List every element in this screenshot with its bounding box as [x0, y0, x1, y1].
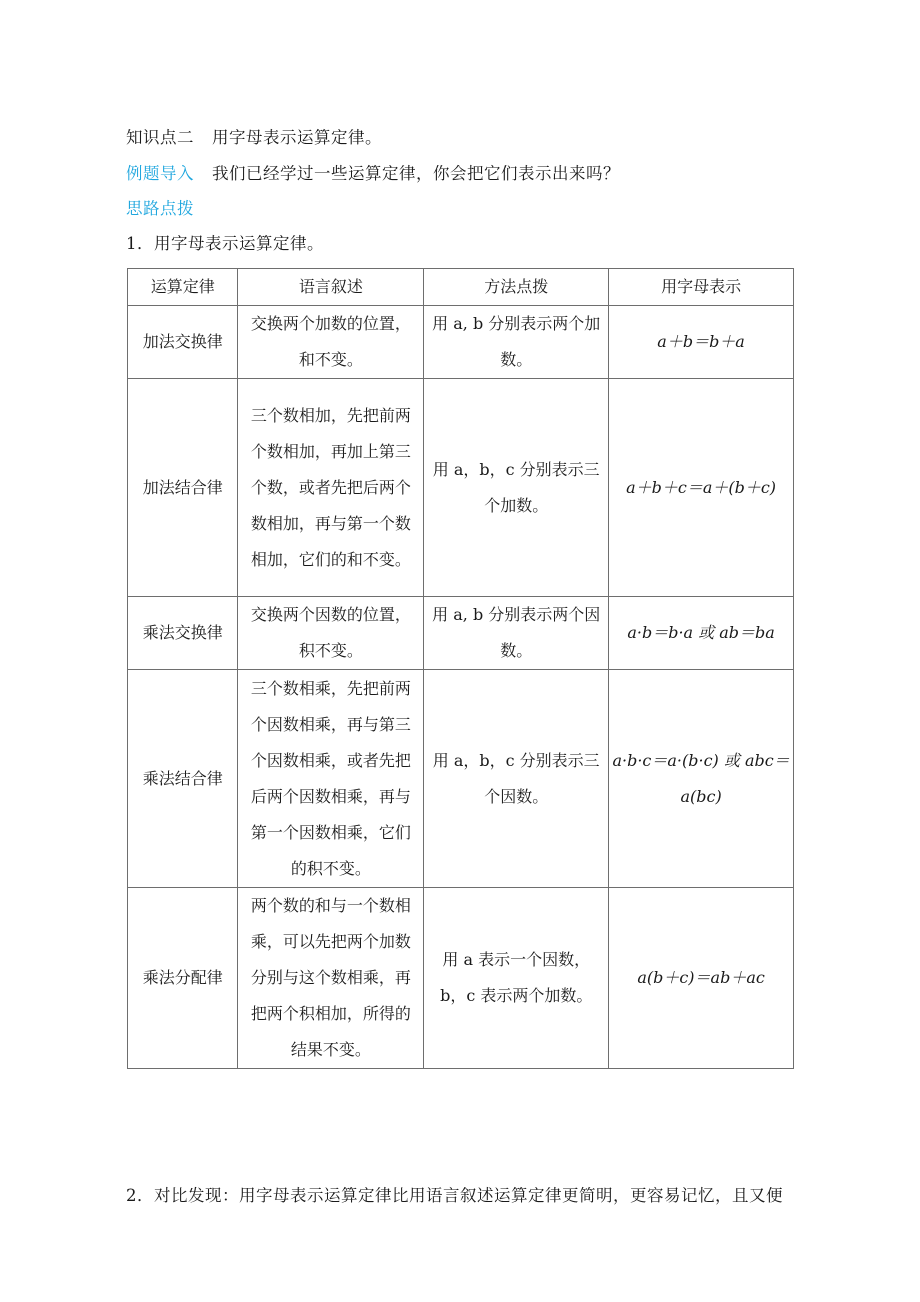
- section-label: 知识点二: [126, 128, 194, 147]
- section-heading: [126, 124, 382, 148]
- point-2: 2．对比发现：用字母表示运算定律比用语言叙述运算定律更简明，更容易记忆，且又便: [126, 1186, 783, 1205]
- table-row: [128, 306, 794, 379]
- section-title: 用字母表示运算定律。: [212, 128, 382, 147]
- cell-law: 乘法分配律: [128, 888, 238, 1069]
- intro-label: 例题导入: [126, 164, 194, 183]
- cell-method: 用 a, b 分别表示两个加数。: [424, 306, 609, 379]
- hint-label: 思路点拨: [126, 199, 194, 218]
- cell-formula: a(b＋c)＝ab＋ac: [609, 888, 794, 1069]
- cell-description: 三个数相加，先把前两个数相加，再加上第三个数，或者先把后两个数相加，再与第一个数相加，它们的和不变。: [238, 379, 424, 597]
- table-row: [128, 597, 794, 670]
- cell-description: 两个数的和与一个数相乘，可以先把两个加数分别与这个数相乘，再把两个积相加，所得的结果不变。: [238, 888, 424, 1069]
- header-formula: 用字母表示: [609, 269, 794, 306]
- table-row: [128, 670, 794, 888]
- header-description: 语言叙述: [238, 269, 424, 306]
- cell-formula: a·b·c＝a·(b·c) 或 abc＝a(bc): [609, 670, 794, 888]
- table-header-row: [128, 269, 794, 306]
- cell-law: 乘法结合律: [128, 670, 238, 888]
- header-law: 运算定律: [128, 269, 238, 306]
- cell-law: 加法结合律: [128, 379, 238, 597]
- cell-law: 乘法交换律: [128, 597, 238, 670]
- header-method: 方法点拨: [424, 269, 609, 306]
- cell-method: 用 a, b 分别表示两个因数。: [424, 597, 609, 670]
- table-row: [128, 379, 794, 597]
- cell-method: 用 a，b，c 分别表示三个加数。: [424, 379, 609, 597]
- intro-line: [126, 160, 620, 184]
- laws-table: [127, 268, 794, 1069]
- cell-description: 三个数相乘，先把前两个因数相乘，再与第三个因数相乘，或者先把后两个因数相乘，再与第一个因数相乘，它们的积不变。: [238, 670, 424, 888]
- cell-formula: a＋b＋c＝a＋(b＋c): [609, 379, 794, 597]
- point-1: 1．用字母表示运算定律。: [126, 234, 324, 253]
- cell-description: 交换两个加数的位置，和不变。: [238, 306, 424, 379]
- intro-text: 我们已经学过一些运算定律，你会把它们表示出来吗？: [212, 164, 620, 183]
- cell-formula: a＋b＝b＋a: [609, 306, 794, 379]
- cell-law: 加法交换律: [128, 306, 238, 379]
- cell-formula: a·b＝b·a 或 ab＝ba: [609, 597, 794, 670]
- cell-description: 交换两个因数的位置，积不变。: [238, 597, 424, 670]
- cell-method: 用 a 表示一个因数，b，c 表示两个加数。: [424, 888, 609, 1069]
- table-row: [128, 888, 794, 1069]
- cell-method: 用 a，b，c 分别表示三个因数。: [424, 670, 609, 888]
